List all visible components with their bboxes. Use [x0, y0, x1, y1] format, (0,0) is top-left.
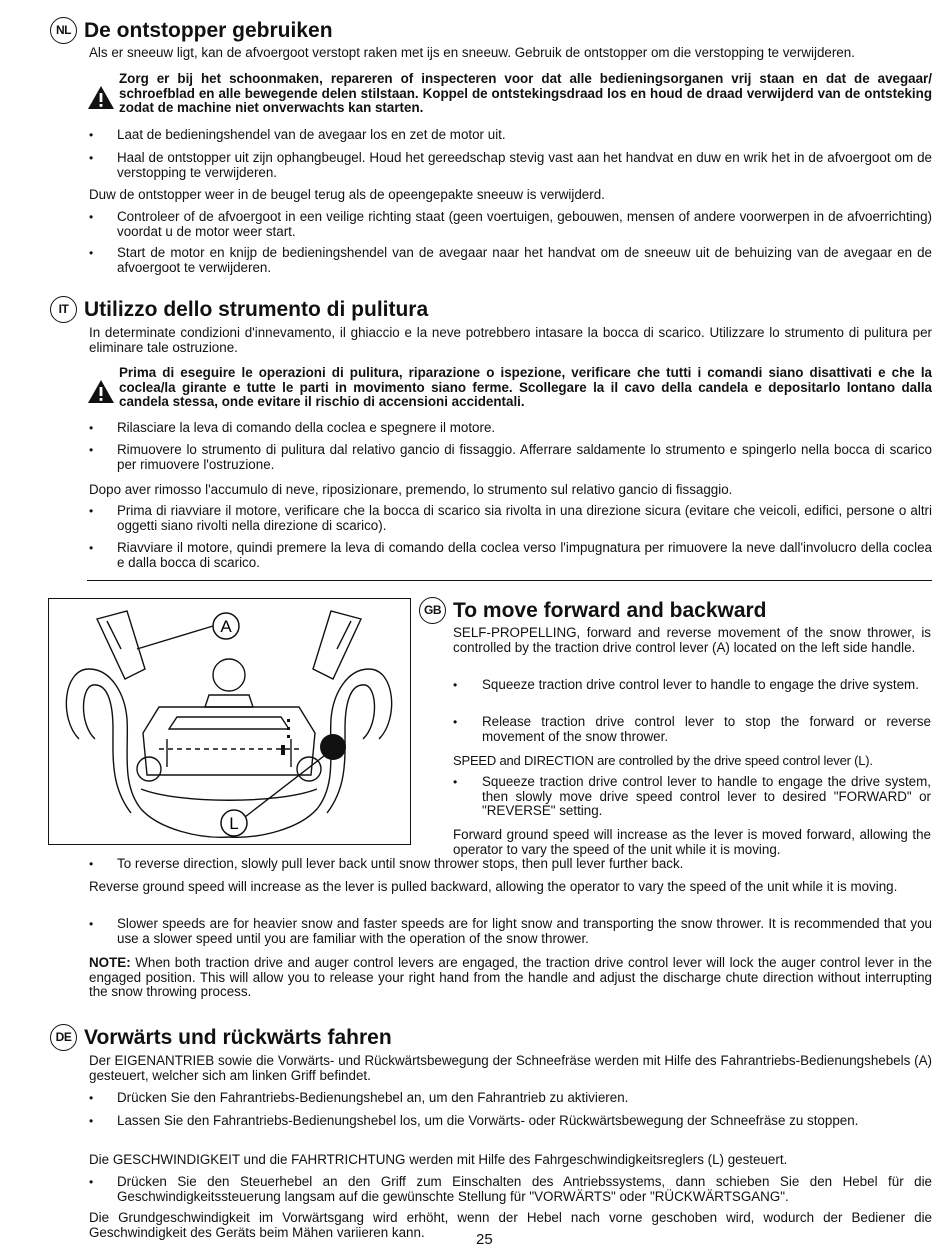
it-section-header	[50, 296, 428, 323]
de-bullet-3: Drücken Sie den Steuerhebel an den Griff zum Einschalten des Antriebssystems, dann schieben Sie den Hebel für die Geschwindigkeitssteuerung langsam auf die gewünschte Stellung für "VORWÄRTS" oder "RÜCKWÄRTSGANG".	[117, 1174, 932, 1204]
nl-bullet-2: Haal de ontstopper uit zijn ophangbeugel. Houd het gereedschap stevig vast aan het handvat en duw en wrik het in de afvoergoot om de verstopping te verwijderen.	[117, 150, 932, 180]
it-bullet-4: Riavviare il motore, quindi premere la leva di comando della coclea verso l'impugnatura per rimuovere la neve dall'involucro della coclea e dalla bocca di scarico.	[117, 540, 932, 570]
de-speed-paragraph: Die GESCHWINDIGKEIT und die FAHRTRICHTUNG werden mit Hilfe des Fahrgeschwindigkeitsreglers (L) gesteuert.	[89, 1152, 788, 1167]
gb-intro: SELF-PROPELLING, forward and reverse movement of the snow thrower, is controlled by the traction drive control lever (A) located on the left side handle.	[453, 625, 931, 655]
speed-control-knob-icon	[320, 734, 346, 760]
section-divider	[87, 580, 932, 581]
de-language-badge: DE	[50, 1024, 77, 1051]
gb-section-header	[419, 597, 767, 624]
it-language-badge: IT	[50, 296, 77, 323]
nl-intro: Als er sneeuw ligt, kan de afvoergoot verstopt raken met ijs en sneeuw. Gebruik de ontstopper om die verstopping te verwijderen.	[89, 45, 855, 60]
it-mid-paragraph: Dopo aver rimosso l'accumulo di neve, riposizionare, premendo, lo strumento sul relativo gancio di fissaggio.	[89, 482, 733, 497]
gb-note-label: NOTE:	[89, 955, 131, 970]
warning-icon	[88, 380, 114, 403]
gb-note-text: When both traction drive and auger control levers are engaged, the traction drive control lever will lock the auger control lever in the engaged position. This will allow you to release your right hand from the handle and adjust the discharge chute direction without interrupting the snow throwing process.	[89, 955, 932, 999]
gb-speed-paragraph: SPEED and DIRECTION are controlled by the drive speed control lever (L).	[453, 753, 873, 768]
de-bullet-1: Drücken Sie den Fahrantriebs-Bedienungshebel an, um den Fahrantrieb zu aktivieren.	[117, 1090, 629, 1105]
bullet-icon: •	[89, 246, 94, 260]
bullet-icon: •	[89, 1175, 94, 1189]
warning-icon	[88, 86, 114, 109]
gb-section-title: To move forward and backward	[453, 598, 767, 622]
gb-bullet-4: To reverse direction, slowly pull lever back until snow thrower stops, then pull lever further back.	[117, 856, 684, 871]
bullet-icon: •	[453, 775, 458, 789]
de-section-header	[50, 1024, 392, 1051]
bullet-icon: •	[453, 678, 458, 692]
nl-language-badge: NL	[50, 17, 77, 44]
figure-label-a: A	[220, 617, 232, 636]
bullet-icon: •	[89, 1114, 94, 1128]
snow-thrower-handle-illustration	[49, 599, 409, 843]
de-bullet-2: Lassen Sie den Fahrantriebs-Bedienungshebel los, um die Vorwärts- oder Rückwärtsbewegung der Schneefräse zu stoppen.	[117, 1113, 859, 1128]
bullet-icon: •	[453, 715, 458, 729]
bullet-icon: •	[89, 151, 94, 165]
nl-section-title: De ontstopper gebruiken	[84, 18, 333, 42]
nl-bullet-1: Laat de bedieningshendel van de avegaar los en zet de motor uit.	[117, 127, 506, 142]
it-intro: In determinate condizioni d'innevamento, il ghiaccio e la neve potrebbero intasare la bocca di scarico. Utilizzare lo strumento di pulitura per eliminare tale ostruzione.	[89, 325, 932, 355]
bullet-icon: •	[89, 541, 94, 555]
gb-language-badge: GB	[419, 597, 446, 624]
bullet-icon: •	[89, 443, 94, 457]
page-number: 25	[476, 1231, 493, 1248]
gb-forward-paragraph: Forward ground speed will increase as the lever is moved forward, allowing the operator to vary the speed of the unit while it is moving.	[453, 827, 931, 857]
gb-note	[89, 956, 932, 1000]
bullet-icon: •	[89, 421, 94, 435]
bullet-icon: •	[89, 857, 94, 871]
de-intro: Der EIGENANTRIEB sowie die Vorwärts- und Rückwärtsbewegung der Schneefräse werden mit Hilfe des Fahrantriebs-Bedienungshebels (A) gesteuert, welcher sich am linken Griff befindet.	[89, 1053, 932, 1083]
nl-section-header	[50, 17, 333, 44]
gb-bullet-5: Slower speeds are for heavier snow and faster speeds are for light snow and transporting the snow thrower. It is recommended that you use a slower speed until you are familiar with the operation of the snow thrower.	[117, 916, 932, 946]
gb-bullet-3: Squeeze traction drive control lever to handle to engage the drive system, then slowly move drive speed control lever to desired "FORWARD" or "REVERSE" setting.	[482, 774, 931, 818]
it-warning-text: Prima di eseguire le operazioni di pulitura, riparazione o ispezione, verificare che tutti i comandi siano disattivati e che la coclea/la girante e tutte le parti in movimento siano ferme. Scollegare la il cavo della candela e depositarlo lontano dalla candela stessa, onde evitare il rischio di accensioni accidentali.	[119, 365, 932, 409]
it-section-title: Utilizzo dello strumento di pulitura	[84, 297, 429, 321]
gb-bullet-1: Squeeze traction drive control lever to handle to engage the drive system.	[482, 677, 919, 692]
control-panel-figure	[48, 598, 411, 845]
bullet-icon: •	[89, 504, 94, 518]
bullet-icon: •	[89, 917, 94, 931]
bullet-icon: •	[89, 1091, 94, 1105]
nl-mid-paragraph: Duw de ontstopper weer in de beugel terug als de opeengepakte sneeuw is verwijderd.	[89, 187, 605, 202]
de-forward-paragraph: Die Grundgeschwindigkeit im Vorwärtsgang wird erhöht, wenn der Hebel nach vorne geschoben wird, wodurch der Bediener die Geschwindigkeit des Geräts beim Mähen variieren kann.	[89, 1210, 932, 1240]
de-section-title: Vorwärts und rückwärts fahren	[84, 1025, 392, 1049]
gb-reverse-paragraph: Reverse ground speed will increase as the lever is pulled backward, allowing the operator to vary the speed of the unit while it is moving.	[89, 879, 898, 894]
bullet-icon: •	[89, 128, 94, 142]
figure-label-l: L	[229, 814, 239, 833]
it-bullet-1: Rilasciare la leva di comando della coclea e spegnere il motore.	[117, 420, 496, 435]
it-bullet-3: Prima di riavviare il motore, verificare che la bocca di scarico sia rivolta in una direzione sicura (evitare che veicoli, edifici, persone o altri oggetti siano rivolti nella direzione di scarico).	[117, 503, 932, 533]
nl-bullet-3: Controleer of de afvoergoot in een veilige richting staat (geen voertuigen, gebouwen, mensen of andere voorwerpen in de afvoerrichting) voordat u de motor weer start.	[117, 209, 932, 239]
nl-bullet-4: Start de motor en knijp de bedieningshendel van de avegaar naar het handvat om de sneeuw uit de behuizing van de avegaar en de afvoergoot te verwijderen.	[117, 245, 932, 275]
it-bullet-2: Rimuovere lo strumento di pulitura dal relativo gancio di fissaggio. Afferrare saldamente lo strumento e spingerlo nella bocca di scarico per rimuovere l'ostruzione.	[117, 442, 932, 472]
bullet-icon: •	[89, 210, 94, 224]
nl-warning-text: Zorg er bij het schoonmaken, repareren of inspecteren voor dat alle bedieningsorganen vrij staan en dat de avegaar/ schroefblad en alle bewegende delen stilstaan. Koppel de ontstekingsdraad los en houd de draad verwijderd van de ontsteking zodat de machine niet onverwachts kan starten.	[119, 71, 932, 115]
gb-bullet-2: Release traction drive control lever to stop the forward or reverse movement of the snow thrower.	[482, 714, 931, 744]
